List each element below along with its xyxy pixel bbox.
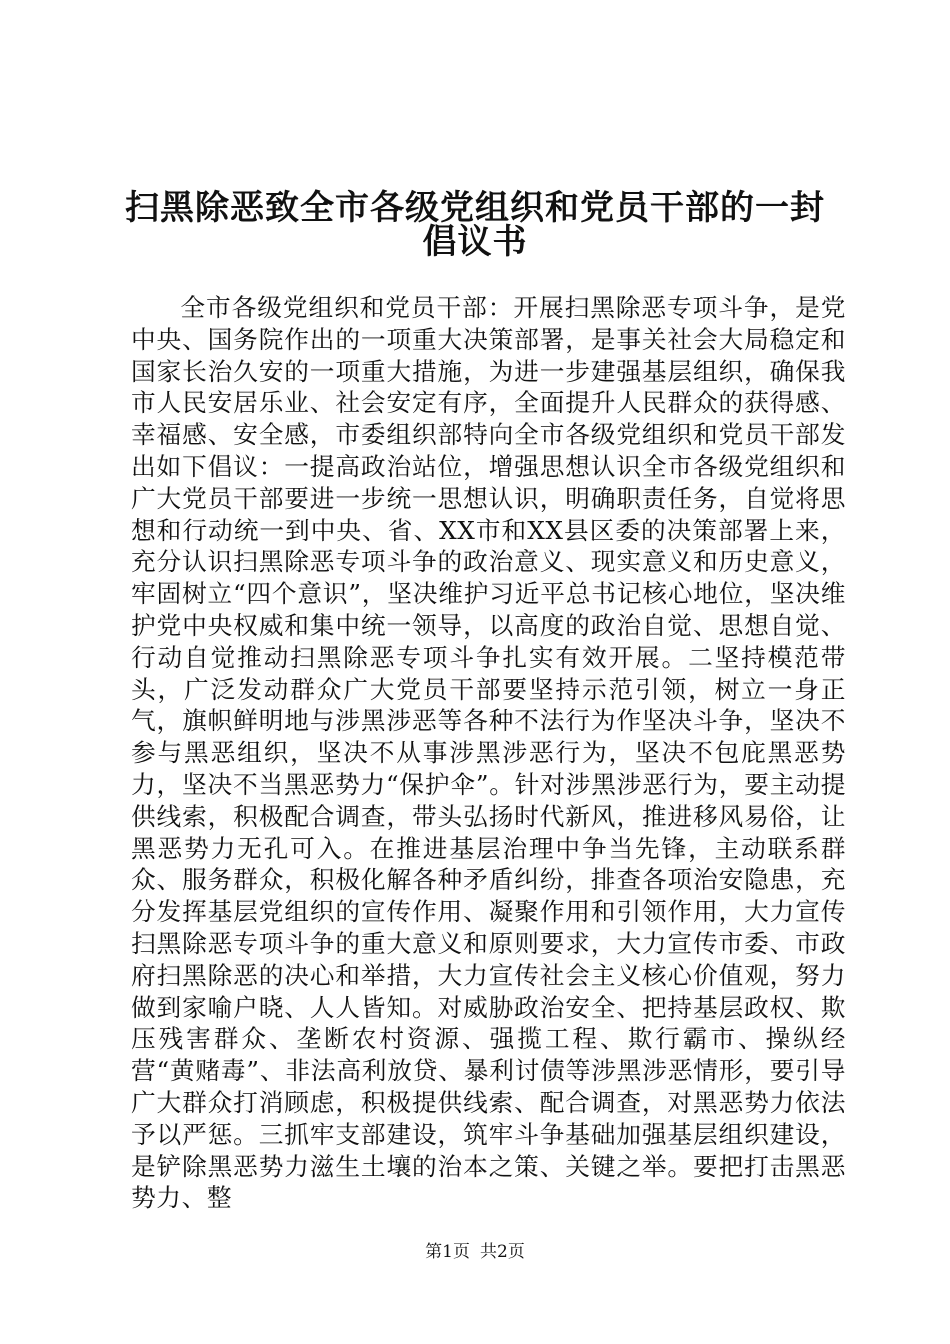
document-title-line-1: 扫黑除恶致全市各级党组织和党员干部的一封 bbox=[125, 188, 825, 228]
document-body-paragraph: 全市各级党组织和党员干部：开展扫黑除恶专项斗争，是党中央、国务院作出的一项重大决策部署，是事关社会大局稳定和国家长治久安的一项重大措施，为进一步建强基层组织，确保我市人民安居乐业、社会安定有序，全面提升人民群众的获得感、幸福感、安全感，市委组织部特向全市各级党组织和党员干部发出如下倡议：一提高政治站位，增强思想认识全市各级党组织和广大党员干部要进一步统一思想认识，明确职责任务，自觉将思想和行动统一到中央、省、XX市和XX县区委的决策部署上来，充分认识扫黑除恶专项斗争的政治意义、现实意义和历史意义，牢固树立“四个意识”，坚决维护习近平总书记核心地位，坚决维护党中央权威和集中统一领导，以高度的政治自觉、思想自觉、行动自觉推动扫黑除恶专项斗争扎实有效开展。二坚持模范带头，广泛发动群众广大党员干部要坚持示范引领，树立一身正气，旗帜鲜明地与涉黑涉恶等各种不法行为作坚决斗争，坚决不参与黑恶组织，坚决不从事涉黑涉恶行为，坚决不包庇黑恶势力，坚决不当黑恶势力“保护伞”。针对涉黑涉恶行为，要主动提供线索，积极配合调查，带头弘扬时代新风，推进移风易俗，让黑恶势力无孔可入。在推进基层治理中争当先锋，主动联系群众、服务群众，积极化解各种矛盾纠纷，排查各项治安隐患，充分发挥基层党组织的宣传作用、凝聚作用和引领作用，大力宣传扫黑除恶专项斗争的重大意义和原则要求，大力宣传市委、市政府扫黑除恶的决心和举措，大力宣传社会主义核心价值观，努力做到家喻户晓、人人皆知。对威胁政治安全、把持基层政权、欺压残害群众、垄断农村资源、强揽工程、欺行霸市、操纵经营“黄赌毒”、非法高利放贷、暴利讨债等涉黑涉恶情形，要引导广大群众打消顾虑，积极提供线索、配合调查，对黑恶势力依法予以严惩。三抓牢支部建设，筑牢斗争基础加强基层组织建设，是铲除黑恶势力滋生土壤的治本之策、关键之举。要把打击黑恶势力、整 bbox=[131, 293, 846, 1213]
document-title-line-2: 倡议书 bbox=[422, 222, 528, 262]
page-number-current: 第1页 bbox=[425, 1242, 470, 1262]
page-footer bbox=[0, 1241, 950, 1263]
page-number-total: 共2页 bbox=[480, 1242, 525, 1262]
